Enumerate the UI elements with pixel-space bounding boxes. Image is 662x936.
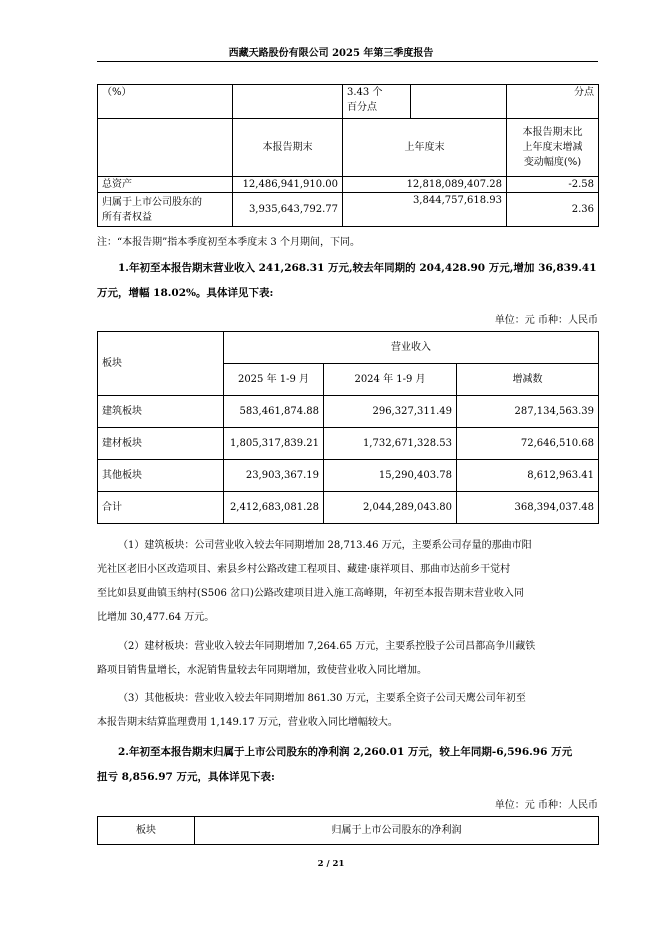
table-header-row xyxy=(98,332,599,364)
para3-line-2: 本报告期末结算监理费用 1,149.17 万元，营业收入同比增幅较大。 xyxy=(97,717,398,728)
table-row xyxy=(98,460,599,492)
para2-line-1: （2）建材板块：营业收入较去年同期增加 7,264.65 万元，主要系控股子公司昌都高争川藏铁 xyxy=(118,641,536,652)
empty-cell xyxy=(411,85,507,119)
row-value-change: 72,646,510.68 xyxy=(457,428,599,460)
header-rule xyxy=(97,61,598,62)
header-col-change: 增减数 xyxy=(457,364,599,396)
pct-right-cell: 分点 xyxy=(507,85,599,119)
header-change-line-2: 上年度末增减 xyxy=(522,142,583,153)
header-change xyxy=(507,119,599,177)
pct-mid-line-1: 3.43 个 xyxy=(347,87,383,98)
pct-mid-line-2: 百分点 xyxy=(347,102,377,113)
para3-line-1: （3）其他板块：营业收入较去年同期增加 861.30 万元，主要系全资子公司天鹰公司年初至 xyxy=(118,693,526,704)
pct-label-cell: （%） xyxy=(98,85,233,119)
para1-line-2: 光社区老旧小区改造项目、索县乡村公路改建工程项目、藏建·康祥项目、那曲市达前乡干觉村 xyxy=(97,564,511,575)
header-col-2024: 2024 年 1-9 月 xyxy=(324,364,457,396)
row-current: 3,935,643,792.77 xyxy=(233,193,343,227)
page-header-title: 西藏天路股份有限公司 2025 年第三季度报告 xyxy=(228,48,434,59)
table-row xyxy=(98,428,599,460)
unit-label-1: 单位：元 币种：人民币 xyxy=(494,315,598,326)
row-label: 建筑板块 xyxy=(98,396,224,428)
row-value-2024: 1,732,671,328.53 xyxy=(324,428,457,460)
pct-mid-cell xyxy=(343,85,411,119)
table-header-row xyxy=(98,119,599,177)
para1-line-4: 比增加 30,477.64 万元。 xyxy=(97,612,215,623)
row-label-line-2: 所有者权益 xyxy=(102,211,152,223)
header-current: 本报告期末 xyxy=(233,119,343,177)
note-text: 注：“本报告期”指本季度初至本季度末 3 个月期间，下同。 xyxy=(97,237,360,248)
row-value-2025: 23,903,367.19 xyxy=(224,460,324,492)
header-col-2025: 2025 年 1-9 月 xyxy=(224,364,324,396)
header-change-line-3: 变动幅度(%) xyxy=(523,157,582,168)
header-segment: 板块 xyxy=(98,332,224,396)
revenue-table xyxy=(97,331,599,524)
section2-line-1: 2.年初至本报告期末归属于上市公司股东的净利润 2,260.01 万元，较上年同期-6,596.96 万元 xyxy=(118,746,573,758)
page-number: 2 / 21 xyxy=(317,859,345,869)
row-change: 2.36 xyxy=(507,193,599,227)
profit-table xyxy=(97,816,599,845)
empty-cell xyxy=(233,85,343,119)
balance-table xyxy=(97,84,599,227)
section1-line-1: 1.年初至本报告期末营业收入 241,268.31 万元,较去年同期的 204,428.90 万元,增加 36,839.41 xyxy=(118,262,597,274)
para1-line-1: （1）建筑板块：公司营业收入较去年同期增加 28,713.46 万元，主要系公司存量的那曲市阳 xyxy=(118,540,532,551)
empty-cell xyxy=(98,119,233,177)
row-value-2025: 583,461,874.88 xyxy=(224,396,324,428)
row-label: 其他板块 xyxy=(98,460,224,492)
section2-line-2: 扭亏 8,856.97 万元，具体详见下表: xyxy=(97,771,275,783)
row-current: 12,486,941,910.00 xyxy=(233,177,343,193)
table-row xyxy=(98,492,599,524)
header-revenue-group: 营业收入 xyxy=(224,332,599,364)
row-value-2025: 1,805,317,839.21 xyxy=(224,428,324,460)
row-prev: 12,818,089,407.28 xyxy=(343,177,507,193)
table-row xyxy=(98,85,599,119)
table-row xyxy=(98,193,599,227)
para2-line-2: 路项目销售量增长，水泥销售量较去年同期增加，致使营业收入同比增加。 xyxy=(97,665,427,676)
row-label-line-1: 归属于上市公司股东的 xyxy=(102,196,202,208)
table-row xyxy=(98,396,599,428)
row-label xyxy=(98,193,233,227)
unit-label-2: 单位：元 币种：人民币 xyxy=(494,800,598,811)
row-prev: 3,844,757,618.93 xyxy=(343,193,507,227)
header-net-profit: 归属于上市公司股东的净利润 xyxy=(195,817,599,845)
row-value-change: 8,612,963.41 xyxy=(457,460,599,492)
para1-line-3: 至比如县夏曲镇玉纳村(S506 岔口)公路改建项目进入施工高峰期，年初至本报告期末营业收入同 xyxy=(97,588,524,599)
row-label: 合计 xyxy=(98,492,224,524)
row-change: -2.58 xyxy=(507,177,599,193)
row-value-change: 287,134,563.39 xyxy=(457,396,599,428)
table-header-row xyxy=(98,817,599,845)
row-value-2024: 15,290,403.78 xyxy=(324,460,457,492)
row-value-2025: 2,412,683,081.28 xyxy=(224,492,324,524)
row-label: 建材板块 xyxy=(98,428,224,460)
row-value-change: 368,394,037.48 xyxy=(457,492,599,524)
header-change-line-1: 本报告期末比 xyxy=(522,127,583,138)
header-prev: 上年度末 xyxy=(343,119,507,177)
section1-line-2: 万元，增幅 18.02%。具体详见下表: xyxy=(97,287,274,299)
row-value-2024: 296,327,311.49 xyxy=(324,396,457,428)
row-value-2024: 2,044,289,043.80 xyxy=(324,492,457,524)
header-segment: 板块 xyxy=(98,817,195,845)
table-row xyxy=(98,177,599,193)
row-label: 总资产 xyxy=(98,177,233,193)
